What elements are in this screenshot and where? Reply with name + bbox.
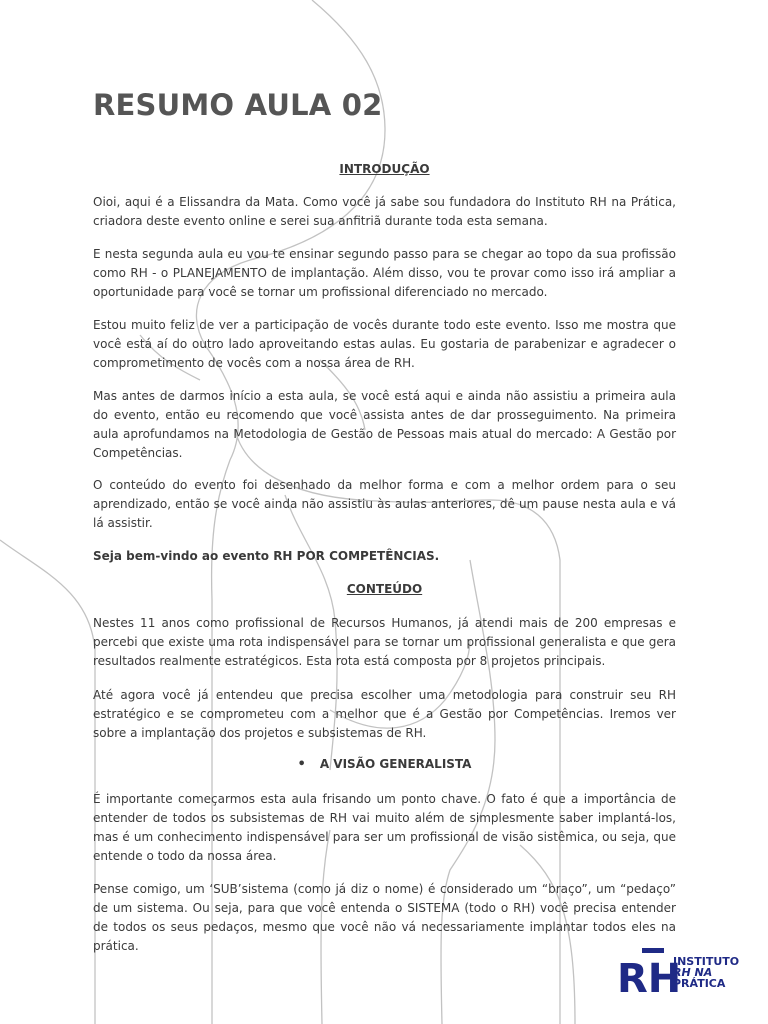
paragraph-intro-1: Oioi, aqui é a Elissandra da Mata. Como você já sabe sou fundadora do Instituto RH na Prática, criadora deste evento online e serei sua anfitriã durante toda esta semana. [93,195,676,228]
instituto-rh-na-pratica-logo [617,948,742,1002]
paragraph-content-1: Nestes 11 anos como profissional de Recursos Humanos, já atendi mais de 200 empresas e percebi que existe uma rota indispensável para se tornar um profissional generalista e que gera resultados realmente estratégicos. Esta rota está composta por 8 projetos principais. [93,616,676,668]
bullet-heading-label: A VISÃO GENERALISTA [319,757,472,771]
paragraph-intro-2: E nesta segunda aula eu vou te ensinar segundo passo para se chegar ao topo da sua profissão como RH - o PLANEJAMENTO de implantação. Além disso, vou te provar como isso irá ampliar a oportunidade para você se tornar um profissional diferenciado no mercado. [93,247,676,299]
rh-logo-mark [617,948,682,1002]
logo-line-2: RH NA [673,966,713,979]
paragraph-intro-3: Estou muito feliz de ver a participação de vocês durante todo este evento. Isso me mostra que você está aí do outro lado aproveitando estas aulas. Eu gostaria de parabenizar e agradecer o comprometimento de vocês com a nossa área de RH. [93,318,676,370]
page-title: RESUMO AULA 02 [93,88,383,122]
paragraph-content-4: Pense comigo, um ‘SUB’sistema (como já diz o nome) é considerado um “braço”, um “pedaço” de um sistema. Ou seja, para que você entenda o SISTEMA (todo o RH) você precisa entender de todos os seus pedaços, mesmo que você não vá necessariamente implantar todos eles na prática. [93,882,676,953]
logo-wordmark [673,956,739,989]
paragraph-intro-4: Mas antes de darmos início a esta aula, se você está aqui e ainda não assistiu a primeira aula do evento, então eu recomendo que você assista antes de dar prosseguimento. Na primeira aula aprofundamos na Metodologia de Gestão de Pessoas mais atual do mercado: A Gestão por Competências. [93,389,676,460]
paragraph-content-3: É importante começarmos esta aula frisando um ponto chave. O fato é que a importância de entender de todos os subsistemas de RH vai muito além de simplesmente saber implantá-los, mas é um conhecimento indispensável para ser um profissional de visão sistêmica, ou seja, que entende o todo da nossa área. [93,792,676,863]
logo-line-3: PRÁTICA [673,977,726,990]
section-heading-introduction: INTRODUÇÃO [339,162,430,176]
logo-line-1: INSTITUTO [673,955,740,968]
bullet-icon: • [297,757,306,772]
bullet-heading-visao-generalista [93,757,676,772]
welcome-line: Seja bem-vindo ao evento RH POR COMPETÊNCIAS. [93,549,440,563]
paragraph-content-2: Até agora você já entendeu que precisa escolher uma metodologia para construir seu RH estratégico e se comprometeu com a melhor que é a Gestão por Competências. Iremos ver sobre a implantação dos projetos e subsistemas de RH. [93,688,676,740]
section-heading-content: CONTEÚDO [346,582,423,596]
paragraph-intro-5: O conteúdo do evento foi desenhado da melhor forma e com a melhor ordem para o seu aprendizado, então se você ainda não assistiu às aulas anteriores, dê um pause nesta aula e vá lá assistir. [93,478,676,530]
svg-text:RH: RH [617,956,682,1002]
